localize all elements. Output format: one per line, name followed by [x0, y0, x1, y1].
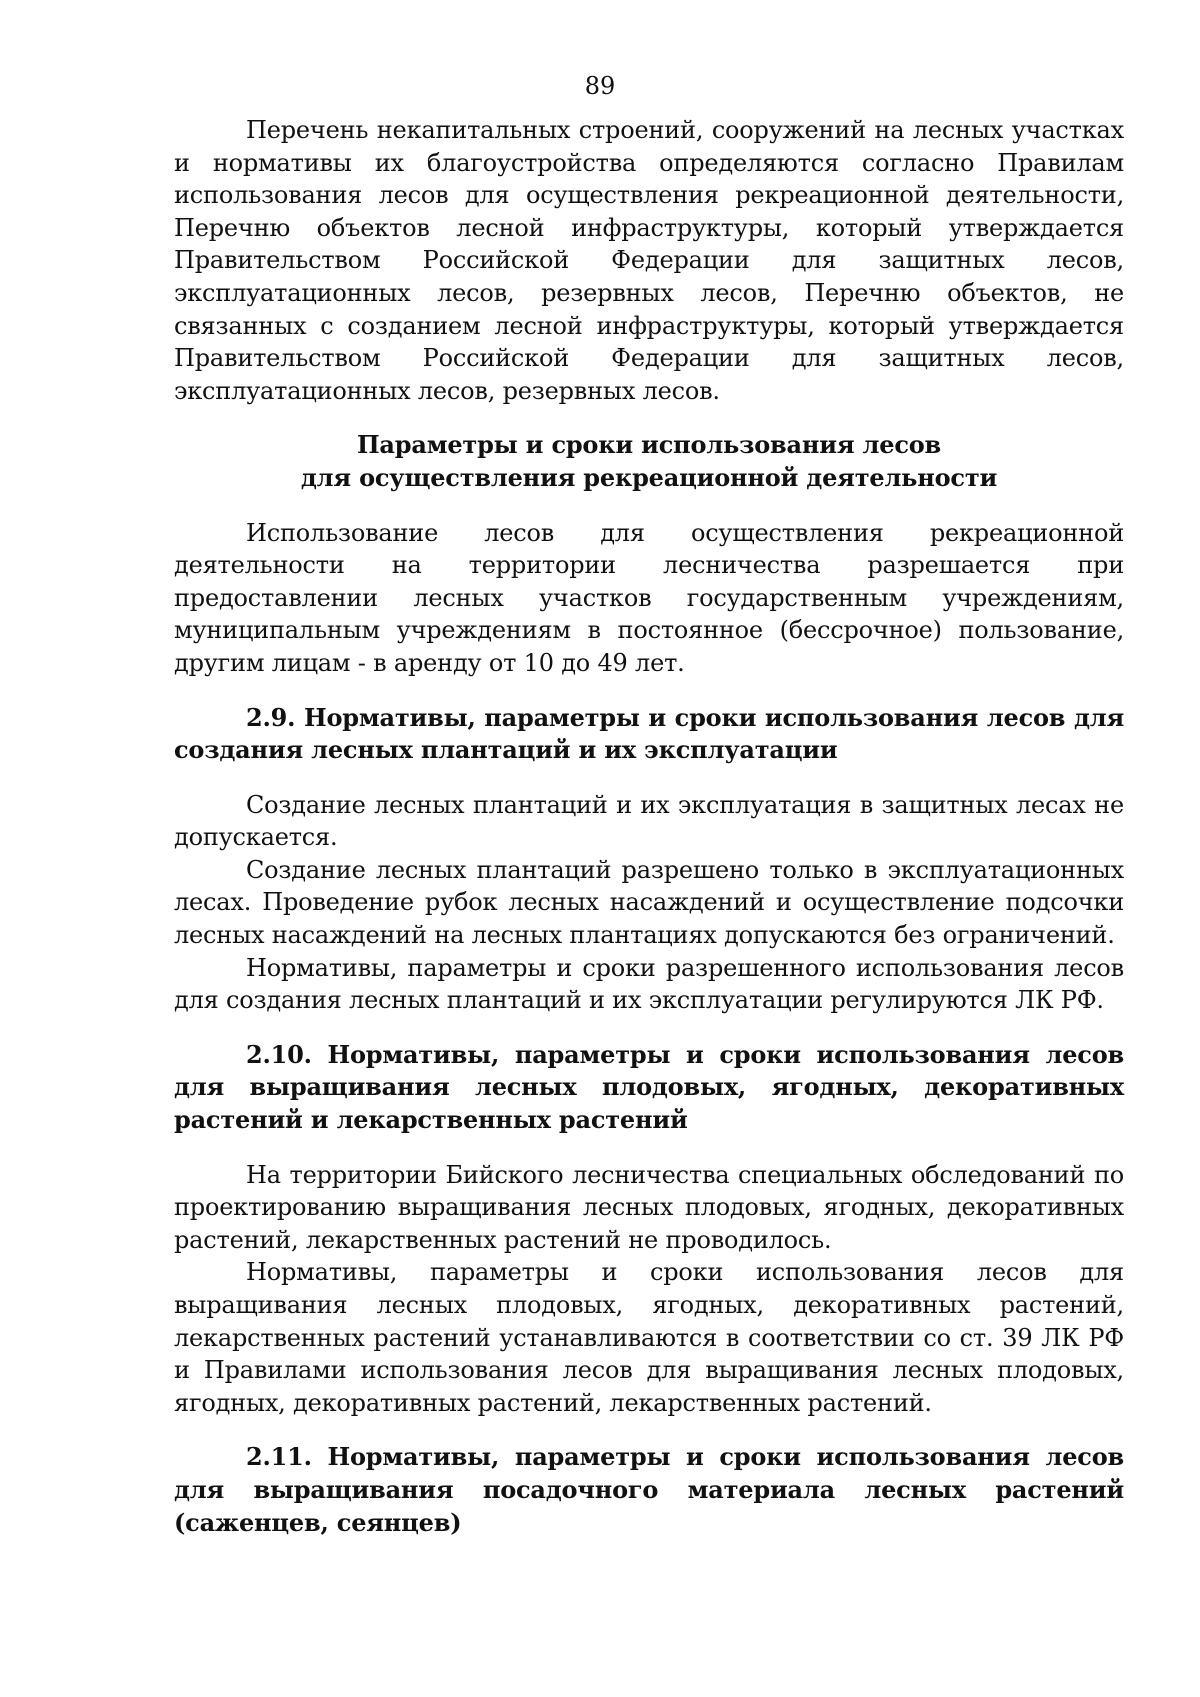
document-body: [174, 114, 1124, 1539]
recreation-heading-line-1: Параметры и сроки использования лесов: [356, 430, 942, 460]
section-2-10-paragraph-1: На территории Бийского лесничества специальных обследований по проектированию выращивания лесных плодовых, ягодных, декоративных растений, лекарственных растений не проводилось.: [174, 1160, 1124, 1254]
section-2-9-paragraph-2: Создание лесных плантаций разрешено только в эксплуатационных лесах. Проведение рубок лесных насаждений и осуществление подсочки лесных насаждений на лесных плантациях допускаются без ограничений.: [174, 855, 1124, 950]
section-2-10-paragraph-2: Нормативы, параметры и сроки использования лесов для выращивания лесных плодовых, ягодных, декоративных растений, лекарственных растений устанавливаются в соответствии со ст. 39 ЛК РФ и Правилами использования лесов для выращивания лесных плодовых, ягодных, декоративных растений, лекарственных растений.: [174, 1258, 1124, 1417]
recreation-heading: [174, 429, 1124, 494]
section-2-9-heading: 2.9. Нормативы, параметры и сроки использования лесов для создания лесных плантаций и их эксплуатации: [174, 702, 1124, 765]
intro-paragraph: Перечень некапитальных строений, сооружений на лесных участках и нормативы их благоустройства определяются согласно Правилам использования лесов для осуществления рекреационной деятельности, Перечню объектов лесной инфраструктуры, который утверждается Правительством Российской Федерации для защитных лесов, эксплуатационных лесов, резервных лесов, Перечню объектов, не связанных с созданием лесной инфраструктуры, который утверждается Правительством Российской Федерации для защитных лесов, эксплуатационных лесов, резервных лесов.: [174, 116, 1124, 405]
section-2-9-paragraph-1: Создание лесных плантаций и их эксплуатация в защитных лесах не допускается.: [174, 790, 1124, 852]
recreation-heading-line-2: для осуществления рекреационной деятельности: [300, 462, 998, 492]
section-2-10-heading: 2.10. Нормативы, параметры и сроки использования лесов для выращивания лесных плодовых, ягодных, декоративных растений и лекарственных растений: [174, 1039, 1124, 1135]
page-number: 89: [584, 72, 616, 100]
section-2-9-paragraph-3: Нормативы, параметры и сроки разрешенного использования лесов для создания лесных плантаций и их эксплуатации регулируются ЛК РФ.: [174, 953, 1124, 1015]
section-2-11-heading: 2.11. Нормативы, параметры и сроки использования лесов для выращивания посадочного материала лесных растений (саженцев, сеянцев): [174, 1442, 1124, 1537]
recreation-paragraph: Использование лесов для осуществления рекреационной деятельности на территории лесничества разрешается при предоставлении лесных участков государственным учреждениям, муниципальным учреждениям в постоянное (бессрочное) пользование, другим лицам - в аренду от 10 до 49 лет.: [174, 518, 1124, 677]
